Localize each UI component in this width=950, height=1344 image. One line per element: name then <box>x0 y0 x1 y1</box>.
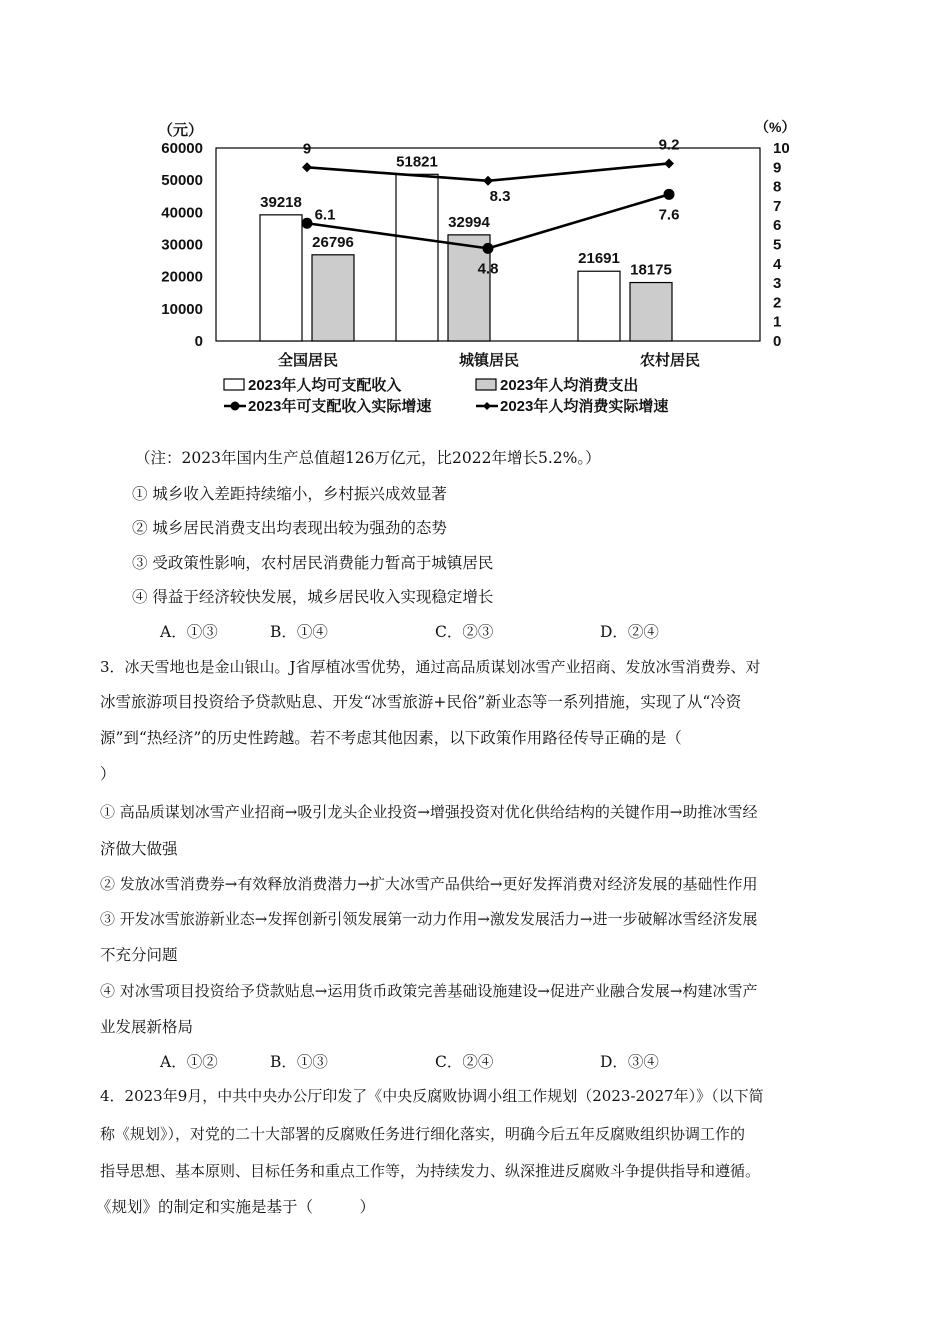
point-income-rate <box>483 243 494 254</box>
left-tick-label: 30000 <box>161 236 203 254</box>
q2-statement-4: ④ 得益于经济较快发展，城乡居民收入实现稳定增长 <box>132 588 494 606</box>
q2-option-a[interactable]: A．①③ <box>160 623 218 641</box>
legend-label-consumption: 2023年人均消费支出 <box>500 377 639 394</box>
right-tick-label: 10 <box>773 140 790 157</box>
right-tick-label: 8 <box>773 178 782 196</box>
bar-income <box>260 215 302 341</box>
legend-label-consumption-rate: 2023年人均消费实际增速 <box>500 398 669 415</box>
bar-label-consumption: 26796 <box>312 233 354 251</box>
q3-item-3b: 不充分问题 <box>100 946 178 964</box>
right-tick-label: 0 <box>773 333 782 350</box>
category-labels <box>278 351 700 369</box>
q3-stem-line-4: ） <box>100 765 116 783</box>
category-label: 城镇居民 <box>458 352 520 369</box>
right-tick-label: 3 <box>773 275 782 293</box>
bar-income <box>578 271 620 341</box>
q2-statement-2: ② 城乡居民消费支出均表现出较为强劲的态势 <box>132 519 447 537</box>
q2-option-d[interactable]: D．②④ <box>600 623 659 641</box>
left-tick-label: 50000 <box>161 172 203 190</box>
right-tick-label: 2 <box>773 294 782 312</box>
q2-statement-1: ① 城乡收入差距持续缩小，乡村振兴成效显著 <box>132 485 447 503</box>
q3-option-a[interactable]: A．①② <box>160 1053 218 1071</box>
legend <box>224 376 668 415</box>
right-axis-unit: （%） <box>755 119 796 135</box>
label-consumption-rate: 8.3 <box>489 187 511 205</box>
q3-item-4a: ④ 对冰雪项目投资给予贷款贴息→运用货币政策完善基础设施建设→促进产业融合发展→构建冰雪产 <box>100 982 758 1000</box>
bar-consumption <box>630 283 672 341</box>
left-tick-label: 60000 <box>161 140 203 157</box>
q3-item-2: ② 发放冰雪消费券→有效释放消费潜力→扩大冰雪产品供给→更好发挥消费对经济发展的基础性作用 <box>100 875 758 893</box>
legend-marker-income-rate <box>231 402 240 411</box>
point-consumption-rate <box>664 158 674 168</box>
left-axis-unit: （元） <box>158 122 204 139</box>
right-axis-ticks <box>773 140 790 350</box>
bar-label-income: 51821 <box>396 153 438 171</box>
chart-note: （注：2023年国内生产总值超126万亿元，比2022年增长5.2%。） <box>135 449 601 467</box>
point-income-rate <box>302 218 313 229</box>
q2-option-c[interactable]: C．②③ <box>435 623 494 641</box>
legend-label-income: 2023年人均可支配收入 <box>248 377 402 394</box>
bar-consumption <box>312 255 354 341</box>
left-tick-label: 20000 <box>161 268 203 286</box>
legend-label-income-rate: 2023年可支配收入实际增速 <box>248 398 432 415</box>
left-tick-label: 0 <box>194 333 203 350</box>
q3-item-1b: 济做大做强 <box>100 840 178 858</box>
bar-label-consumption: 18175 <box>630 261 672 279</box>
label-consumption-rate: 9.2 <box>658 136 680 154</box>
q2-statement-3: ③ 受政策性影响，农村居民消费能力暂高于城镇居民 <box>132 554 494 572</box>
right-tick-label: 1 <box>773 313 782 331</box>
right-tick-label: 4 <box>773 255 782 273</box>
q3-stem-line-3: 源”到“热经济”的历史性跨越。若不考虑其他因素，以下政策作用路径传导正确的是（ <box>100 729 682 747</box>
label-income-rate: 4.8 <box>477 260 499 278</box>
point-income-rate <box>664 189 675 200</box>
q2-option-b[interactable]: B．①④ <box>270 623 328 641</box>
legend-swatch-income <box>224 379 244 390</box>
bar-income <box>396 174 438 341</box>
point-consumption-rate <box>483 176 493 186</box>
right-tick-label: 6 <box>773 217 782 235</box>
bar-label-consumption: 32994 <box>448 213 490 231</box>
q3-stem-line-2: 冰雪旅游项目投资给予贷款贴息、开发“冰雪旅游+民俗”新业态等一系列措施，实现了从“冷资 <box>100 693 742 711</box>
q3-option-b[interactable]: B．①③ <box>270 1053 328 1071</box>
left-axis-ticks <box>161 140 203 350</box>
legend-marker-consumption-rate <box>483 402 491 410</box>
left-tick-label: 40000 <box>161 204 203 222</box>
q3-item-4b: 业发展新格局 <box>100 1018 194 1036</box>
q4-stem-line-1: 4．2023年9月，中共中央办公厅印发了《中央反腐败协调小组工作规划（2023-2027年）》（以下简 <box>100 1087 764 1105</box>
q4-stem-line-3: 指导思想、基本原则、目标任务和重点工作等，为持续发力、纵深推进反腐败斗争提供指导和遵循。 <box>100 1162 761 1180</box>
point-consumption-rate <box>302 162 312 172</box>
label-consumption-rate: 9 <box>302 140 312 158</box>
category-label: 全国居民 <box>277 352 339 369</box>
category-label: 农村居民 <box>639 352 701 369</box>
bar-label-income: 21691 <box>578 250 620 268</box>
q3-option-c[interactable]: C．②④ <box>435 1053 494 1071</box>
q4-stem-line-2: 称《规划》），对党的二十大部署的反腐败任务进行细化落实，明确今后五年反腐败组织协调工作的 <box>100 1125 746 1143</box>
bars <box>260 153 672 341</box>
q3-option-d[interactable]: D．③④ <box>600 1053 659 1071</box>
income-consumption-chart <box>0 100 950 430</box>
right-tick-label: 9 <box>773 159 782 177</box>
label-income-rate: 7.6 <box>658 206 680 224</box>
right-tick-label: 7 <box>773 197 782 215</box>
q3-stem-line-1: 3．冰天雪地也是金山银山。J省厚植冰雪优势，通过高品质谋划冰雪产业招商、发放冰雪消费券、对 <box>100 658 761 676</box>
q3-item-3a: ③ 开发冰雪旅游新业态→发挥创新引领发展第一动力作用→激发发展活力→进一步破解冰雪经济发展 <box>100 910 758 928</box>
q3-item-1a: ① 高品质谋划冰雪产业招商→吸引龙头企业投资→增强投资对优化供给结构的关键作用→助推冰雪经 <box>100 803 758 821</box>
left-tick-label: 10000 <box>161 300 203 318</box>
q4-stem-line-4: 《规划》的制定和实施是基于（ ） <box>96 1198 376 1216</box>
label-income-rate: 6.1 <box>314 206 336 224</box>
bar-label-income: 39218 <box>260 193 302 211</box>
legend-swatch-consumption <box>476 379 496 390</box>
right-tick-label: 5 <box>773 236 782 254</box>
